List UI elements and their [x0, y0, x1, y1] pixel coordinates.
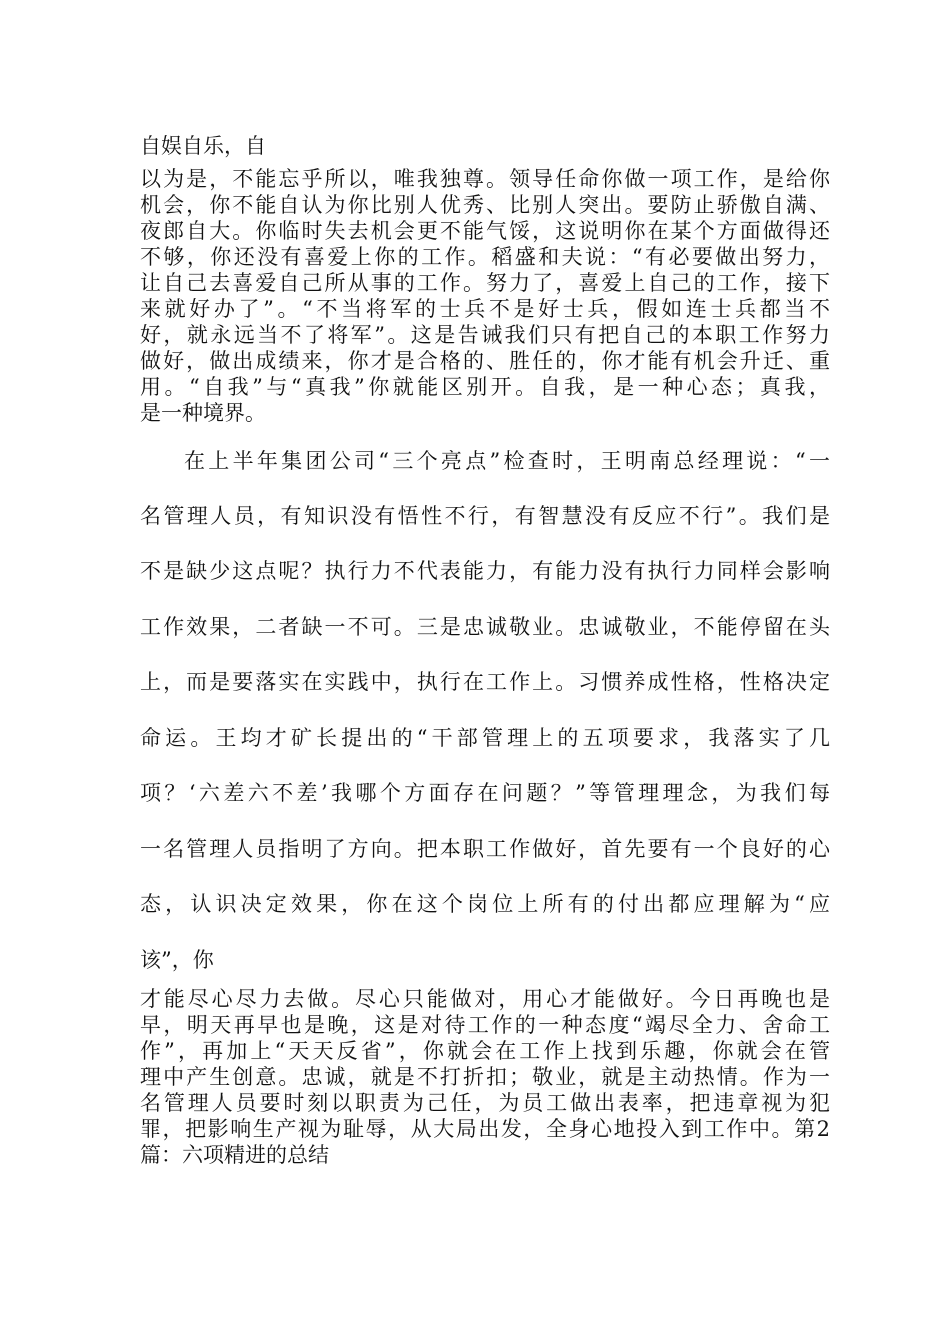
text-line: 用。“自我”与“真我”你就能区别开。自我，是一种心态；真我， [140, 375, 830, 399]
text-line: 来就好办了”。“不当将军的士兵不是好士兵，假如连士兵都当不 [140, 297, 830, 321]
text-line: 是一种境界。 [140, 401, 266, 425]
text-line: 该”，你 [140, 948, 214, 972]
text-line: 名管理人员，有知识没有悟性不行，有智慧没有反应不行”。我们是 [140, 504, 830, 528]
text-line: 工作效果，二者缺一不可。三是忠诚敬业。忠诚敬业，不能停留在头 [140, 615, 830, 639]
text-line: 罪，把影响生产视为耻辱，从大局出发，全身心地投入到工作中。第2 [140, 1117, 830, 1141]
text-line: 理中产生创意。忠诚，就是不打折扣；敬业，就是主动热情。作为一 [140, 1065, 830, 1089]
text-line: 以为是，不能忘乎所以，唯我独尊。领导任命你做一项工作，是给你 [140, 167, 830, 191]
text-line: 一名管理人员指明了方向。把本职工作做好，首先要有一个良好的心 [140, 837, 830, 861]
text-line: 篇：六项精进的总结 [140, 1143, 329, 1167]
text-line: 态，认识决定效果，你在这个岗位上所有的付出都应理解为“应 [140, 892, 830, 916]
text-line: 做好，做出成绩来，你才是合格的、胜任的，你才能有机会升迁、重 [140, 349, 830, 373]
text-line: 项？‘六差六不差’我哪个方面存在问题？”等管理理念，为我们每 [140, 781, 830, 805]
text-line: 才能尽心尽力去做。尽心只能做对，用心才能做好。今日再晚也是 [140, 987, 830, 1011]
text-line: 上，而是要落实在实践中，执行在工作上。习惯养成性格，性格决定 [140, 670, 830, 694]
text-line: 命运。王均才矿长提出的“干部管理上的五项要求，我落实了几 [140, 726, 830, 750]
text-line: 自娱自乐，自 [140, 134, 266, 158]
text-line: 在上半年集团公司“三个亮点”检查时，王明南总经理说：“一 [184, 449, 830, 473]
text-line: 好，就永远当不了将军”。这是告诫我们只有把自己的本职工作努力 [140, 323, 830, 347]
text-line: 夜郎自大。你临时失去机会更不能气馁，这说明你在某个方面做得还 [140, 219, 830, 243]
text-line: 机会，你不能自认为你比别人优秀、比别人突出。要防止骄傲自满、 [140, 193, 830, 217]
text-line: 让自己去喜爱自己所从事的工作。努力了，喜爱上自己的工作，接下 [140, 271, 830, 295]
text-line: 不是缺少这点呢？执行力不代表能力，有能力没有执行力同样会影响 [140, 559, 830, 583]
text-line: 不够，你还没有喜爱上你的工作。稻盛和夫说：“有必要做出努力， [140, 245, 830, 269]
text-line: 名管理人员要时刻以职责为己任，为员工做出表率，把违章视为犯 [140, 1091, 830, 1115]
text-line: 作”，再加上“天天反省”，你就会在工作上找到乐趣，你就会在管 [140, 1039, 830, 1063]
text-line: 早，明天再早也是晚，这是对待工作的一种态度“竭尽全力、舍命工 [140, 1013, 830, 1037]
